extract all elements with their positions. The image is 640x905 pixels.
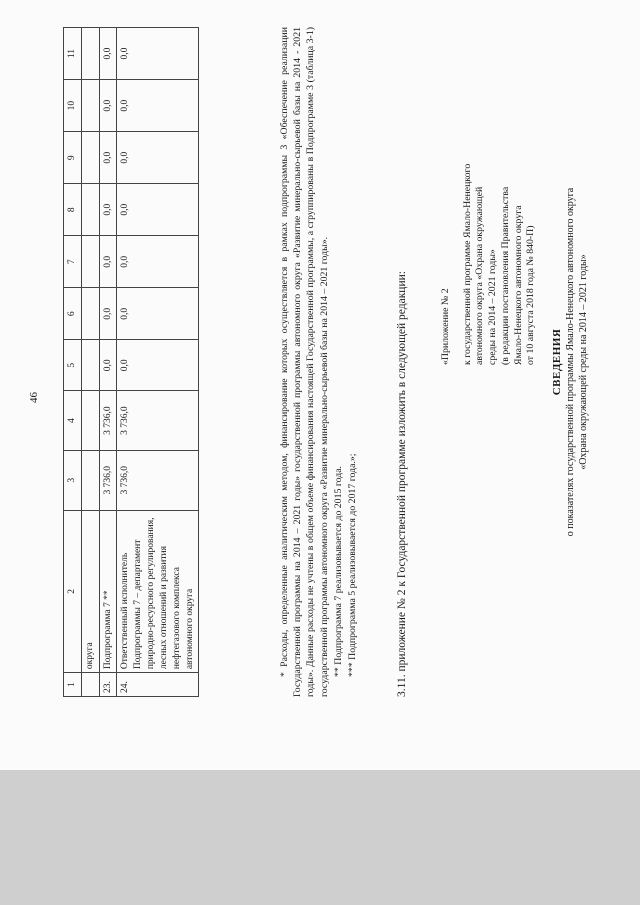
- row-number: 24.: [117, 673, 199, 697]
- table-cell: 0,0: [117, 80, 199, 132]
- table-row: [81, 28, 99, 697]
- footnote-3: *** Подпрограмма 5 реализовывается до 2017 года.»;: [347, 453, 359, 677]
- table-cell: [81, 340, 99, 391]
- appendix-line: среды на 2014 – 2021 годы»: [487, 249, 499, 365]
- page-number: 46: [28, 392, 40, 403]
- row-number: 23.: [99, 673, 117, 697]
- table-header-row: [64, 28, 82, 697]
- footnote-1: * Расходы, определенные аналитическим методом, финансирование которых осуществляется в рамках подпрограммы 3 «Обеспечение реализации Государственной программы на 2014 – 2021 годы» государственной программы автономного округа «Развитие минерально-сырьевой базы на 2014 - 2021 годы». Данные расходы не учтены в общем объеме финансирования настоящей Государственной программы, а сгруппированы в Подпрограмме 3 (таблица 3-1) государственной программы автономного округа «Развитие минерально-сырьевой базы на 2014 – 2021 годы».: [279, 27, 330, 697]
- table-cell: 0,0: [117, 28, 199, 80]
- table-cell: 0,0: [117, 132, 199, 184]
- table-cell: 0,0: [99, 340, 117, 391]
- appendix-line: Ямало-Ненецкого автономного округа: [512, 205, 524, 365]
- appendix-header: [440, 25, 538, 365]
- table-cell: 0,0: [99, 80, 117, 132]
- table-header-cell: 8: [64, 184, 82, 236]
- row-name: округа: [81, 510, 99, 673]
- table-cell: 0,0: [117, 288, 199, 340]
- table-cell: [81, 391, 99, 451]
- table-cell: 3 736,0: [117, 450, 199, 510]
- table-row: [117, 28, 199, 697]
- table-header-cell: 9: [64, 132, 82, 184]
- funding-table: [63, 27, 199, 697]
- table-cell: 3 736,0: [99, 450, 117, 510]
- table-header-cell: 7: [64, 236, 82, 288]
- table-cell: 0,0: [99, 236, 117, 288]
- rotated-content: [25, 20, 605, 755]
- table-cell: 0,0: [99, 288, 117, 340]
- table-cell: [81, 28, 99, 80]
- footnotes: [278, 27, 360, 697]
- table-cell: 0,0: [117, 236, 199, 288]
- footnote-2: ** Подпрограмма 7 реализовывается до 2015 года.: [332, 465, 344, 677]
- scan-background: [0, 770, 640, 905]
- table-header-cell: 3: [64, 450, 82, 510]
- table-cell: [81, 132, 99, 184]
- table-cell: [81, 184, 99, 236]
- row-number: [81, 673, 99, 697]
- table-cell: [81, 236, 99, 288]
- table-cell: 3 736,0: [117, 391, 199, 451]
- svedeniya-line-1: о показателях государственной программы Ямало-Ненецкого автономного округа: [565, 187, 577, 537]
- table-cell: [81, 288, 99, 340]
- table-header-cell: 4: [64, 391, 82, 451]
- table-cell: 0,0: [99, 184, 117, 236]
- appendix-lead: «Приложение № 2: [440, 288, 451, 365]
- table-cell: [81, 80, 99, 132]
- appendix-line: автономного округа «Охрана окружающей: [474, 186, 486, 365]
- table-header-cell: 11: [64, 28, 82, 80]
- table-cell: 0,0: [117, 184, 199, 236]
- item-3-11: 3.11. приложение № 2 к Государственной программе изложить в следующей редакции:: [396, 271, 408, 697]
- table-cell: 3 736,0: [99, 391, 117, 451]
- table-header-cell: 6: [64, 288, 82, 340]
- table-header-cell: 10: [64, 80, 82, 132]
- appendix-line: от 10 августа 2018 года № 840-П): [525, 225, 537, 365]
- svedeniya-heading: СВЕДЕНИЯ: [551, 328, 563, 396]
- table-header-cell: 2: [64, 510, 82, 673]
- table-header-cell: 5: [64, 340, 82, 391]
- svedeniya-block: [550, 27, 590, 697]
- row-name: Подпрограмма 7 **: [99, 510, 117, 673]
- row-name: Ответственный исполнитель Подпрограммы 7 – департамент природно-ресурсного регулирования, лесных отношений и развития нефтегазового комплекса автономного округа: [117, 510, 199, 673]
- table-cell: 0,0: [99, 28, 117, 80]
- table-cell: 0,0: [99, 132, 117, 184]
- table-cell: 0,0: [117, 340, 199, 391]
- appendix-line: (в редакции постановления Правительства: [499, 186, 511, 365]
- table-header-cell: 1: [64, 673, 82, 697]
- table-cell: [81, 450, 99, 510]
- svedeniya-line-2: «Охрана окружающей среды на 2014 – 2021 годы»: [578, 254, 590, 470]
- appendix-line: к государственной программе Ямало-Ненецкого: [461, 163, 473, 365]
- table-row: [99, 28, 117, 697]
